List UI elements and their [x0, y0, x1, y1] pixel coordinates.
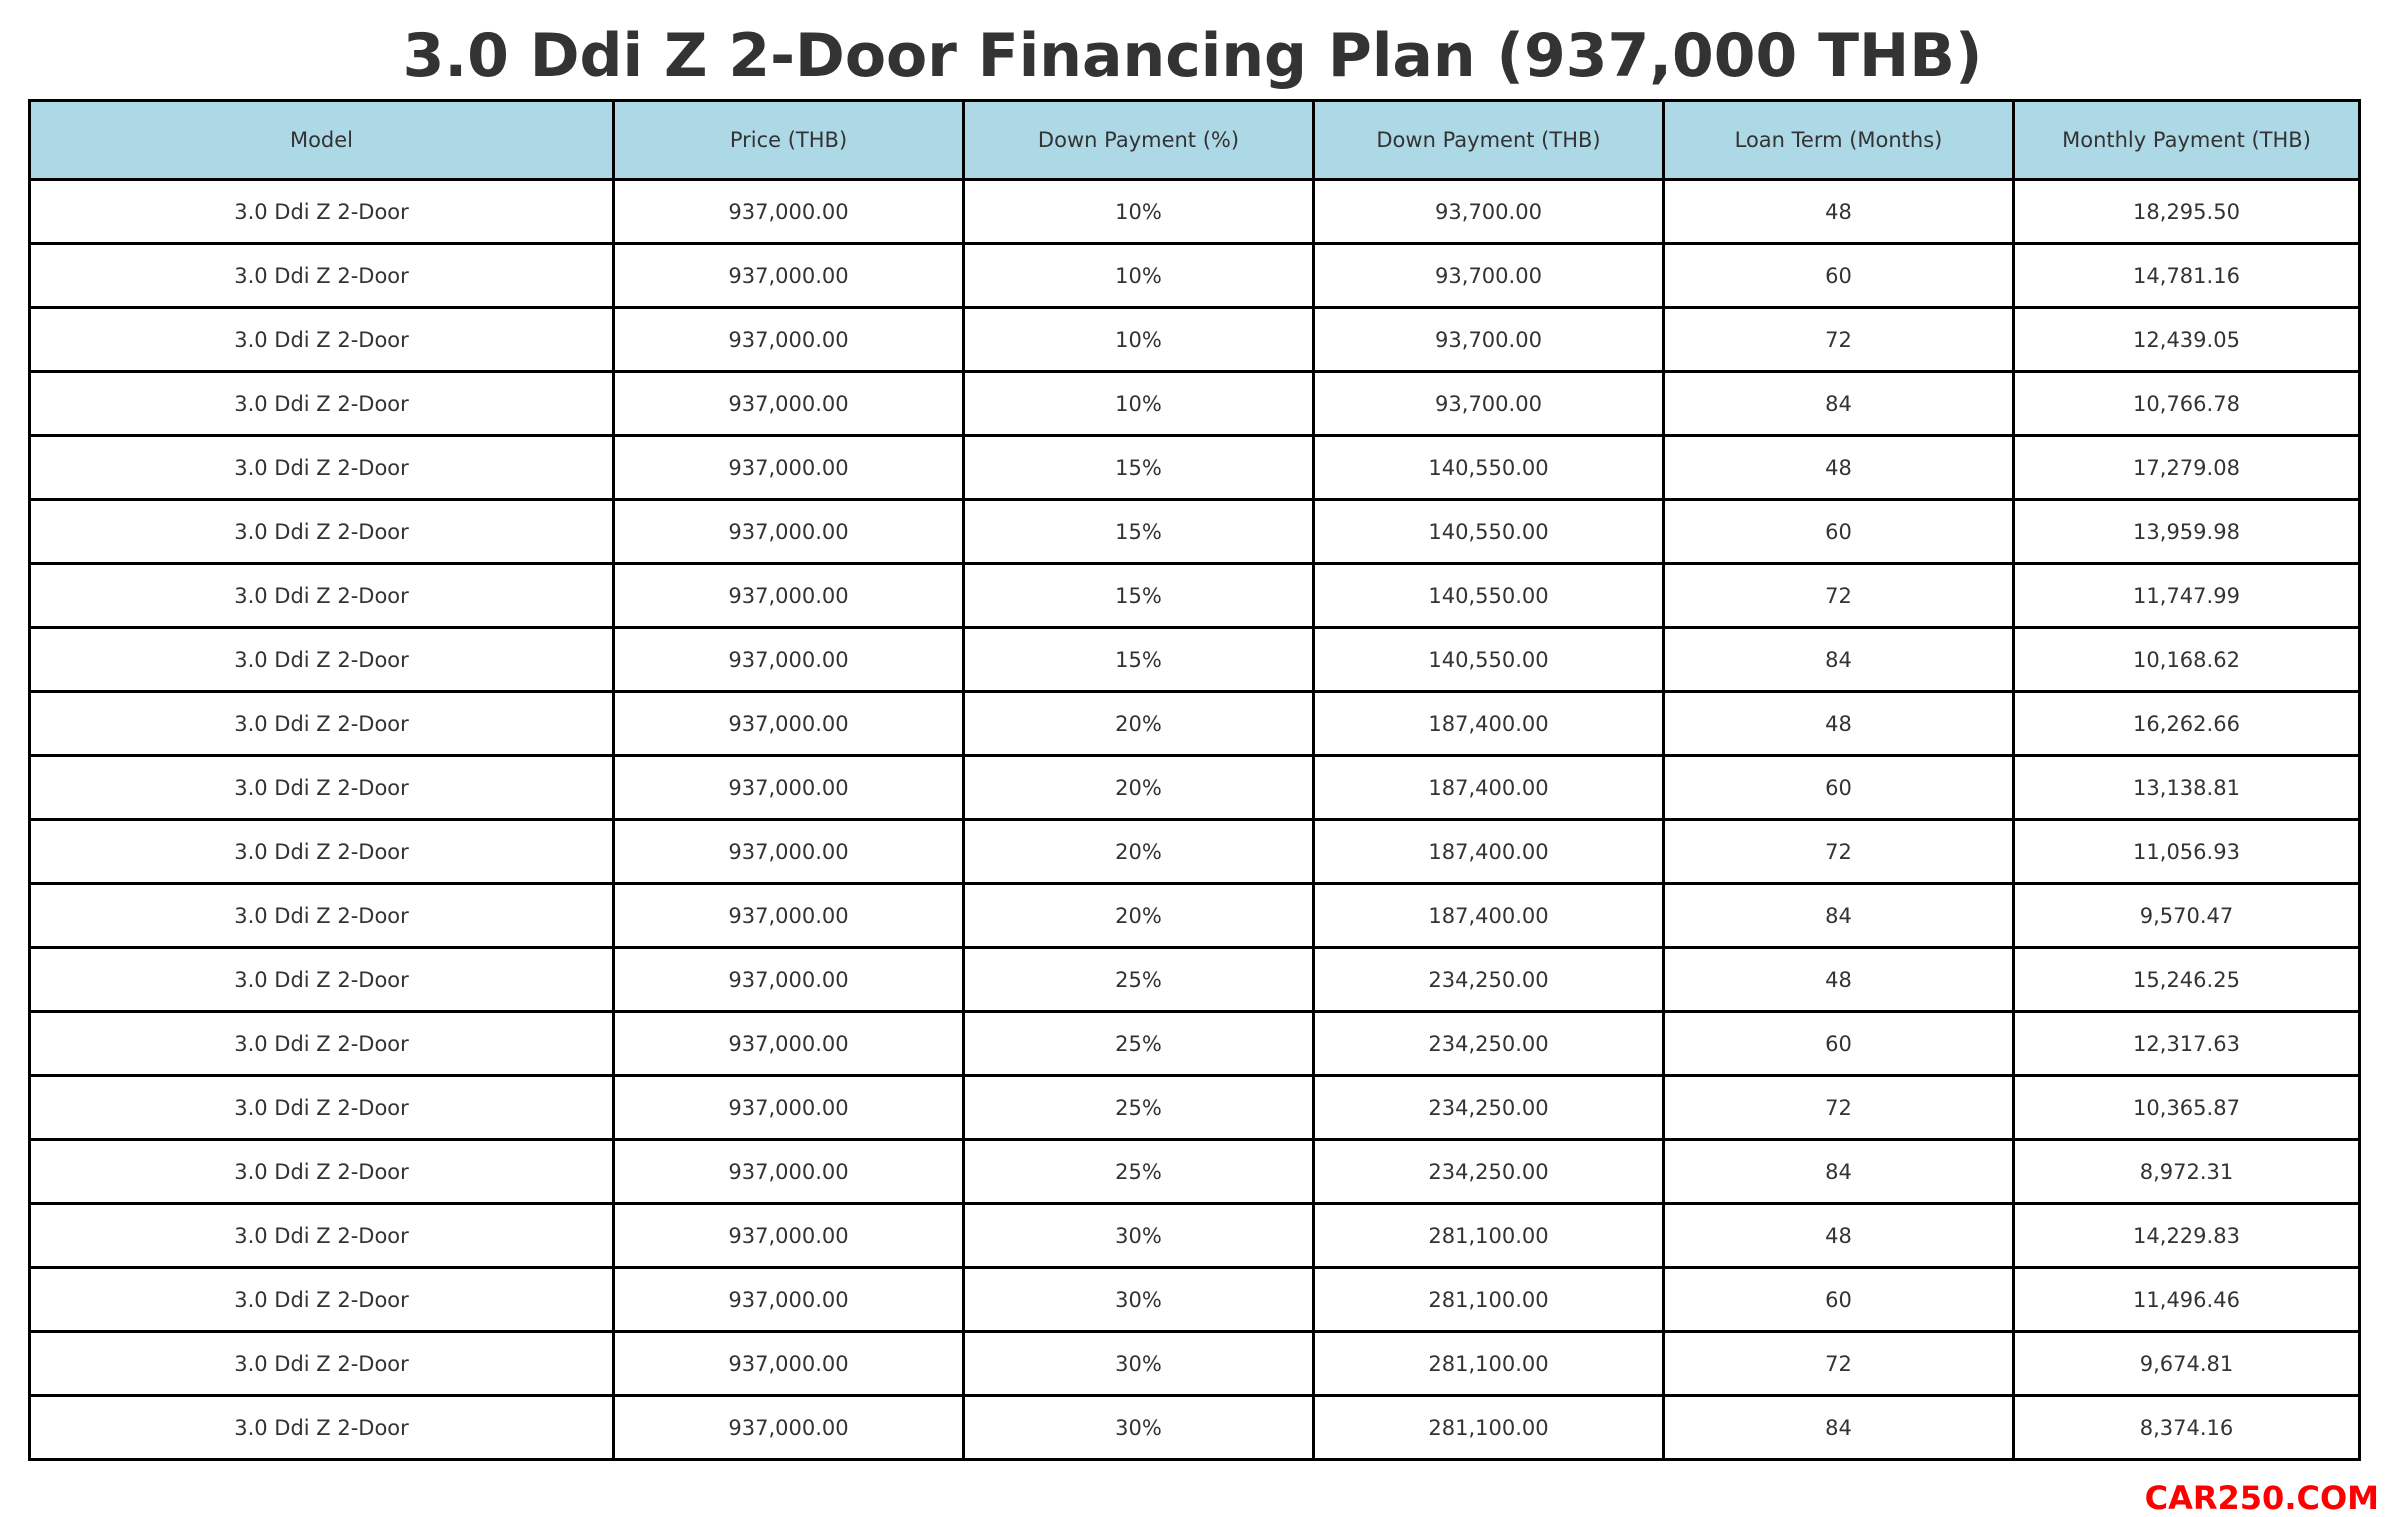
- cell-loan-term: 60: [1664, 244, 2014, 308]
- column-header-down-payment-percent: Down Payment (%): [964, 101, 1314, 180]
- cell-loan-term: 84: [1664, 1396, 2014, 1460]
- cell-model: 3.0 Ddi Z 2-Door: [30, 500, 614, 564]
- cell-down-payment-percent: 10%: [964, 180, 1314, 244]
- cell-model: 3.0 Ddi Z 2-Door: [30, 308, 614, 372]
- cell-monthly-payment: 10,168.62: [2014, 628, 2360, 692]
- cell-loan-term: 48: [1664, 1204, 2014, 1268]
- cell-down-payment-percent: 10%: [964, 372, 1314, 436]
- column-header-loan-term: Loan Term (Months): [1664, 101, 2014, 180]
- cell-model: 3.0 Ddi Z 2-Door: [30, 372, 614, 436]
- cell-down-payment-percent: 15%: [964, 564, 1314, 628]
- cell-price: 937,000.00: [614, 1396, 964, 1460]
- table-row: [30, 1204, 2360, 1268]
- cell-monthly-payment: 16,262.66: [2014, 692, 2360, 756]
- cell-loan-term: 84: [1664, 372, 2014, 436]
- cell-model: 3.0 Ddi Z 2-Door: [30, 948, 614, 1012]
- page-title: 3.0 Ddi Z 2-Door Financing Plan (937,000 THB): [402, 21, 1983, 91]
- cell-down-payment-percent: 30%: [964, 1268, 1314, 1332]
- cell-price: 937,000.00: [614, 884, 964, 948]
- cell-model: 3.0 Ddi Z 2-Door: [30, 244, 614, 308]
- cell-down-payment-percent: 15%: [964, 500, 1314, 564]
- table-row: [30, 820, 2360, 884]
- column-header-monthly-payment: Monthly Payment (THB): [2014, 101, 2360, 180]
- cell-down-payment-thb: 187,400.00: [1314, 756, 1664, 820]
- cell-monthly-payment: 10,365.87: [2014, 1076, 2360, 1140]
- cell-price: 937,000.00: [614, 500, 964, 564]
- cell-model: 3.0 Ddi Z 2-Door: [30, 820, 614, 884]
- table-row: [30, 1268, 2360, 1332]
- cell-monthly-payment: 12,439.05: [2014, 308, 2360, 372]
- table-row: [30, 180, 2360, 244]
- table-row: [30, 436, 2360, 500]
- cell-monthly-payment: 15,246.25: [2014, 948, 2360, 1012]
- cell-model: 3.0 Ddi Z 2-Door: [30, 436, 614, 500]
- column-header-price: Price (THB): [614, 101, 964, 180]
- cell-price: 937,000.00: [614, 1332, 964, 1396]
- cell-monthly-payment: 10,766.78: [2014, 372, 2360, 436]
- cell-monthly-payment: 11,056.93: [2014, 820, 2360, 884]
- column-header-model: Model: [30, 101, 614, 180]
- cell-loan-term: 72: [1664, 308, 2014, 372]
- cell-down-payment-thb: 187,400.00: [1314, 820, 1664, 884]
- cell-model: 3.0 Ddi Z 2-Door: [30, 1204, 614, 1268]
- table-row: [30, 948, 2360, 1012]
- cell-down-payment-percent: 20%: [964, 692, 1314, 756]
- cell-down-payment-percent: 30%: [964, 1332, 1314, 1396]
- cell-price: 937,000.00: [614, 1012, 964, 1076]
- financing-table: [28, 99, 2361, 1461]
- cell-model: 3.0 Ddi Z 2-Door: [30, 1396, 614, 1460]
- cell-down-payment-thb: 93,700.00: [1314, 244, 1664, 308]
- cell-price: 937,000.00: [614, 564, 964, 628]
- table-row: [30, 308, 2360, 372]
- cell-monthly-payment: 9,570.47: [2014, 884, 2360, 948]
- table-row: [30, 1140, 2360, 1204]
- cell-model: 3.0 Ddi Z 2-Door: [30, 1140, 614, 1204]
- cell-down-payment-thb: 281,100.00: [1314, 1396, 1664, 1460]
- cell-monthly-payment: 14,781.16: [2014, 244, 2360, 308]
- cell-down-payment-thb: 140,550.00: [1314, 628, 1664, 692]
- cell-loan-term: 48: [1664, 180, 2014, 244]
- table-row: [30, 564, 2360, 628]
- cell-loan-term: 72: [1664, 564, 2014, 628]
- cell-loan-term: 48: [1664, 692, 2014, 756]
- cell-down-payment-percent: 10%: [964, 308, 1314, 372]
- cell-model: 3.0 Ddi Z 2-Door: [30, 1012, 614, 1076]
- cell-price: 937,000.00: [614, 692, 964, 756]
- cell-down-payment-percent: 25%: [964, 1012, 1314, 1076]
- table-row: [30, 756, 2360, 820]
- cell-down-payment-percent: 15%: [964, 628, 1314, 692]
- cell-loan-term: 60: [1664, 500, 2014, 564]
- cell-loan-term: 60: [1664, 756, 2014, 820]
- cell-down-payment-percent: 10%: [964, 244, 1314, 308]
- cell-monthly-payment: 13,138.81: [2014, 756, 2360, 820]
- cell-loan-term: 60: [1664, 1012, 2014, 1076]
- cell-monthly-payment: 14,229.83: [2014, 1204, 2360, 1268]
- cell-down-payment-thb: 234,250.00: [1314, 1012, 1664, 1076]
- cell-monthly-payment: 12,317.63: [2014, 1012, 2360, 1076]
- cell-down-payment-percent: 25%: [964, 948, 1314, 1012]
- cell-loan-term: 48: [1664, 948, 2014, 1012]
- cell-model: 3.0 Ddi Z 2-Door: [30, 628, 614, 692]
- cell-down-payment-thb: 140,550.00: [1314, 500, 1664, 564]
- cell-down-payment-thb: 187,400.00: [1314, 692, 1664, 756]
- cell-monthly-payment: 8,972.31: [2014, 1140, 2360, 1204]
- cell-loan-term: 60: [1664, 1268, 2014, 1332]
- table-row: [30, 500, 2360, 564]
- cell-monthly-payment: 13,959.98: [2014, 500, 2360, 564]
- cell-down-payment-thb: 281,100.00: [1314, 1204, 1664, 1268]
- cell-price: 937,000.00: [614, 244, 964, 308]
- cell-price: 937,000.00: [614, 436, 964, 500]
- cell-model: 3.0 Ddi Z 2-Door: [30, 180, 614, 244]
- cell-model: 3.0 Ddi Z 2-Door: [30, 1076, 614, 1140]
- table-row: [30, 692, 2360, 756]
- cell-down-payment-thb: 234,250.00: [1314, 1140, 1664, 1204]
- cell-monthly-payment: 11,496.46: [2014, 1268, 2360, 1332]
- cell-down-payment-thb: 187,400.00: [1314, 884, 1664, 948]
- cell-down-payment-thb: 234,250.00: [1314, 948, 1664, 1012]
- cell-down-payment-percent: 25%: [964, 1076, 1314, 1140]
- cell-price: 937,000.00: [614, 1076, 964, 1140]
- cell-loan-term: 48: [1664, 436, 2014, 500]
- table-row: [30, 1396, 2360, 1460]
- cell-down-payment-thb: 281,100.00: [1314, 1268, 1664, 1332]
- cell-down-payment-thb: 93,700.00: [1314, 180, 1664, 244]
- cell-monthly-payment: 18,295.50: [2014, 180, 2360, 244]
- cell-down-payment-thb: 140,550.00: [1314, 436, 1664, 500]
- watermark-logo: CAR250.COM: [2144, 1479, 2379, 1517]
- cell-down-payment-percent: 30%: [964, 1396, 1314, 1460]
- table-header-row: [30, 101, 2360, 180]
- cell-monthly-payment: 8,374.16: [2014, 1396, 2360, 1460]
- cell-model: 3.0 Ddi Z 2-Door: [30, 884, 614, 948]
- cell-down-payment-thb: 140,550.00: [1314, 564, 1664, 628]
- cell-down-payment-percent: 20%: [964, 756, 1314, 820]
- cell-down-payment-percent: 15%: [964, 436, 1314, 500]
- cell-down-payment-percent: 20%: [964, 884, 1314, 948]
- table-row: [30, 1012, 2360, 1076]
- cell-model: 3.0 Ddi Z 2-Door: [30, 564, 614, 628]
- cell-model: 3.0 Ddi Z 2-Door: [30, 756, 614, 820]
- table-row: [30, 372, 2360, 436]
- table-row: [30, 244, 2360, 308]
- cell-model: 3.0 Ddi Z 2-Door: [30, 692, 614, 756]
- cell-price: 937,000.00: [614, 308, 964, 372]
- cell-down-payment-percent: 20%: [964, 820, 1314, 884]
- cell-price: 937,000.00: [614, 372, 964, 436]
- table-body: [30, 180, 2360, 1460]
- cell-model: 3.0 Ddi Z 2-Door: [30, 1268, 614, 1332]
- cell-loan-term: 72: [1664, 820, 2014, 884]
- table-row: [30, 1332, 2360, 1396]
- cell-model: 3.0 Ddi Z 2-Door: [30, 1332, 614, 1396]
- cell-down-payment-thb: 281,100.00: [1314, 1332, 1664, 1396]
- cell-down-payment-thb: 93,700.00: [1314, 308, 1664, 372]
- column-header-down-payment-thb: Down Payment (THB): [1314, 101, 1664, 180]
- cell-price: 937,000.00: [614, 1268, 964, 1332]
- cell-price: 937,000.00: [614, 948, 964, 1012]
- cell-price: 937,000.00: [614, 820, 964, 884]
- cell-down-payment-percent: 30%: [964, 1204, 1314, 1268]
- table-row: [30, 1076, 2360, 1140]
- cell-loan-term: 84: [1664, 884, 2014, 948]
- cell-monthly-payment: 11,747.99: [2014, 564, 2360, 628]
- table-row: [30, 628, 2360, 692]
- cell-price: 937,000.00: [614, 1204, 964, 1268]
- cell-price: 937,000.00: [614, 756, 964, 820]
- cell-monthly-payment: 17,279.08: [2014, 436, 2360, 500]
- table-row: [30, 884, 2360, 948]
- cell-price: 937,000.00: [614, 1140, 964, 1204]
- cell-loan-term: 72: [1664, 1076, 2014, 1140]
- cell-loan-term: 84: [1664, 628, 2014, 692]
- cell-loan-term: 72: [1664, 1332, 2014, 1396]
- cell-down-payment-thb: 234,250.00: [1314, 1076, 1664, 1140]
- cell-price: 937,000.00: [614, 180, 964, 244]
- cell-down-payment-thb: 93,700.00: [1314, 372, 1664, 436]
- cell-monthly-payment: 9,674.81: [2014, 1332, 2360, 1396]
- cell-down-payment-percent: 25%: [964, 1140, 1314, 1204]
- cell-loan-term: 84: [1664, 1140, 2014, 1204]
- cell-price: 937,000.00: [614, 628, 964, 692]
